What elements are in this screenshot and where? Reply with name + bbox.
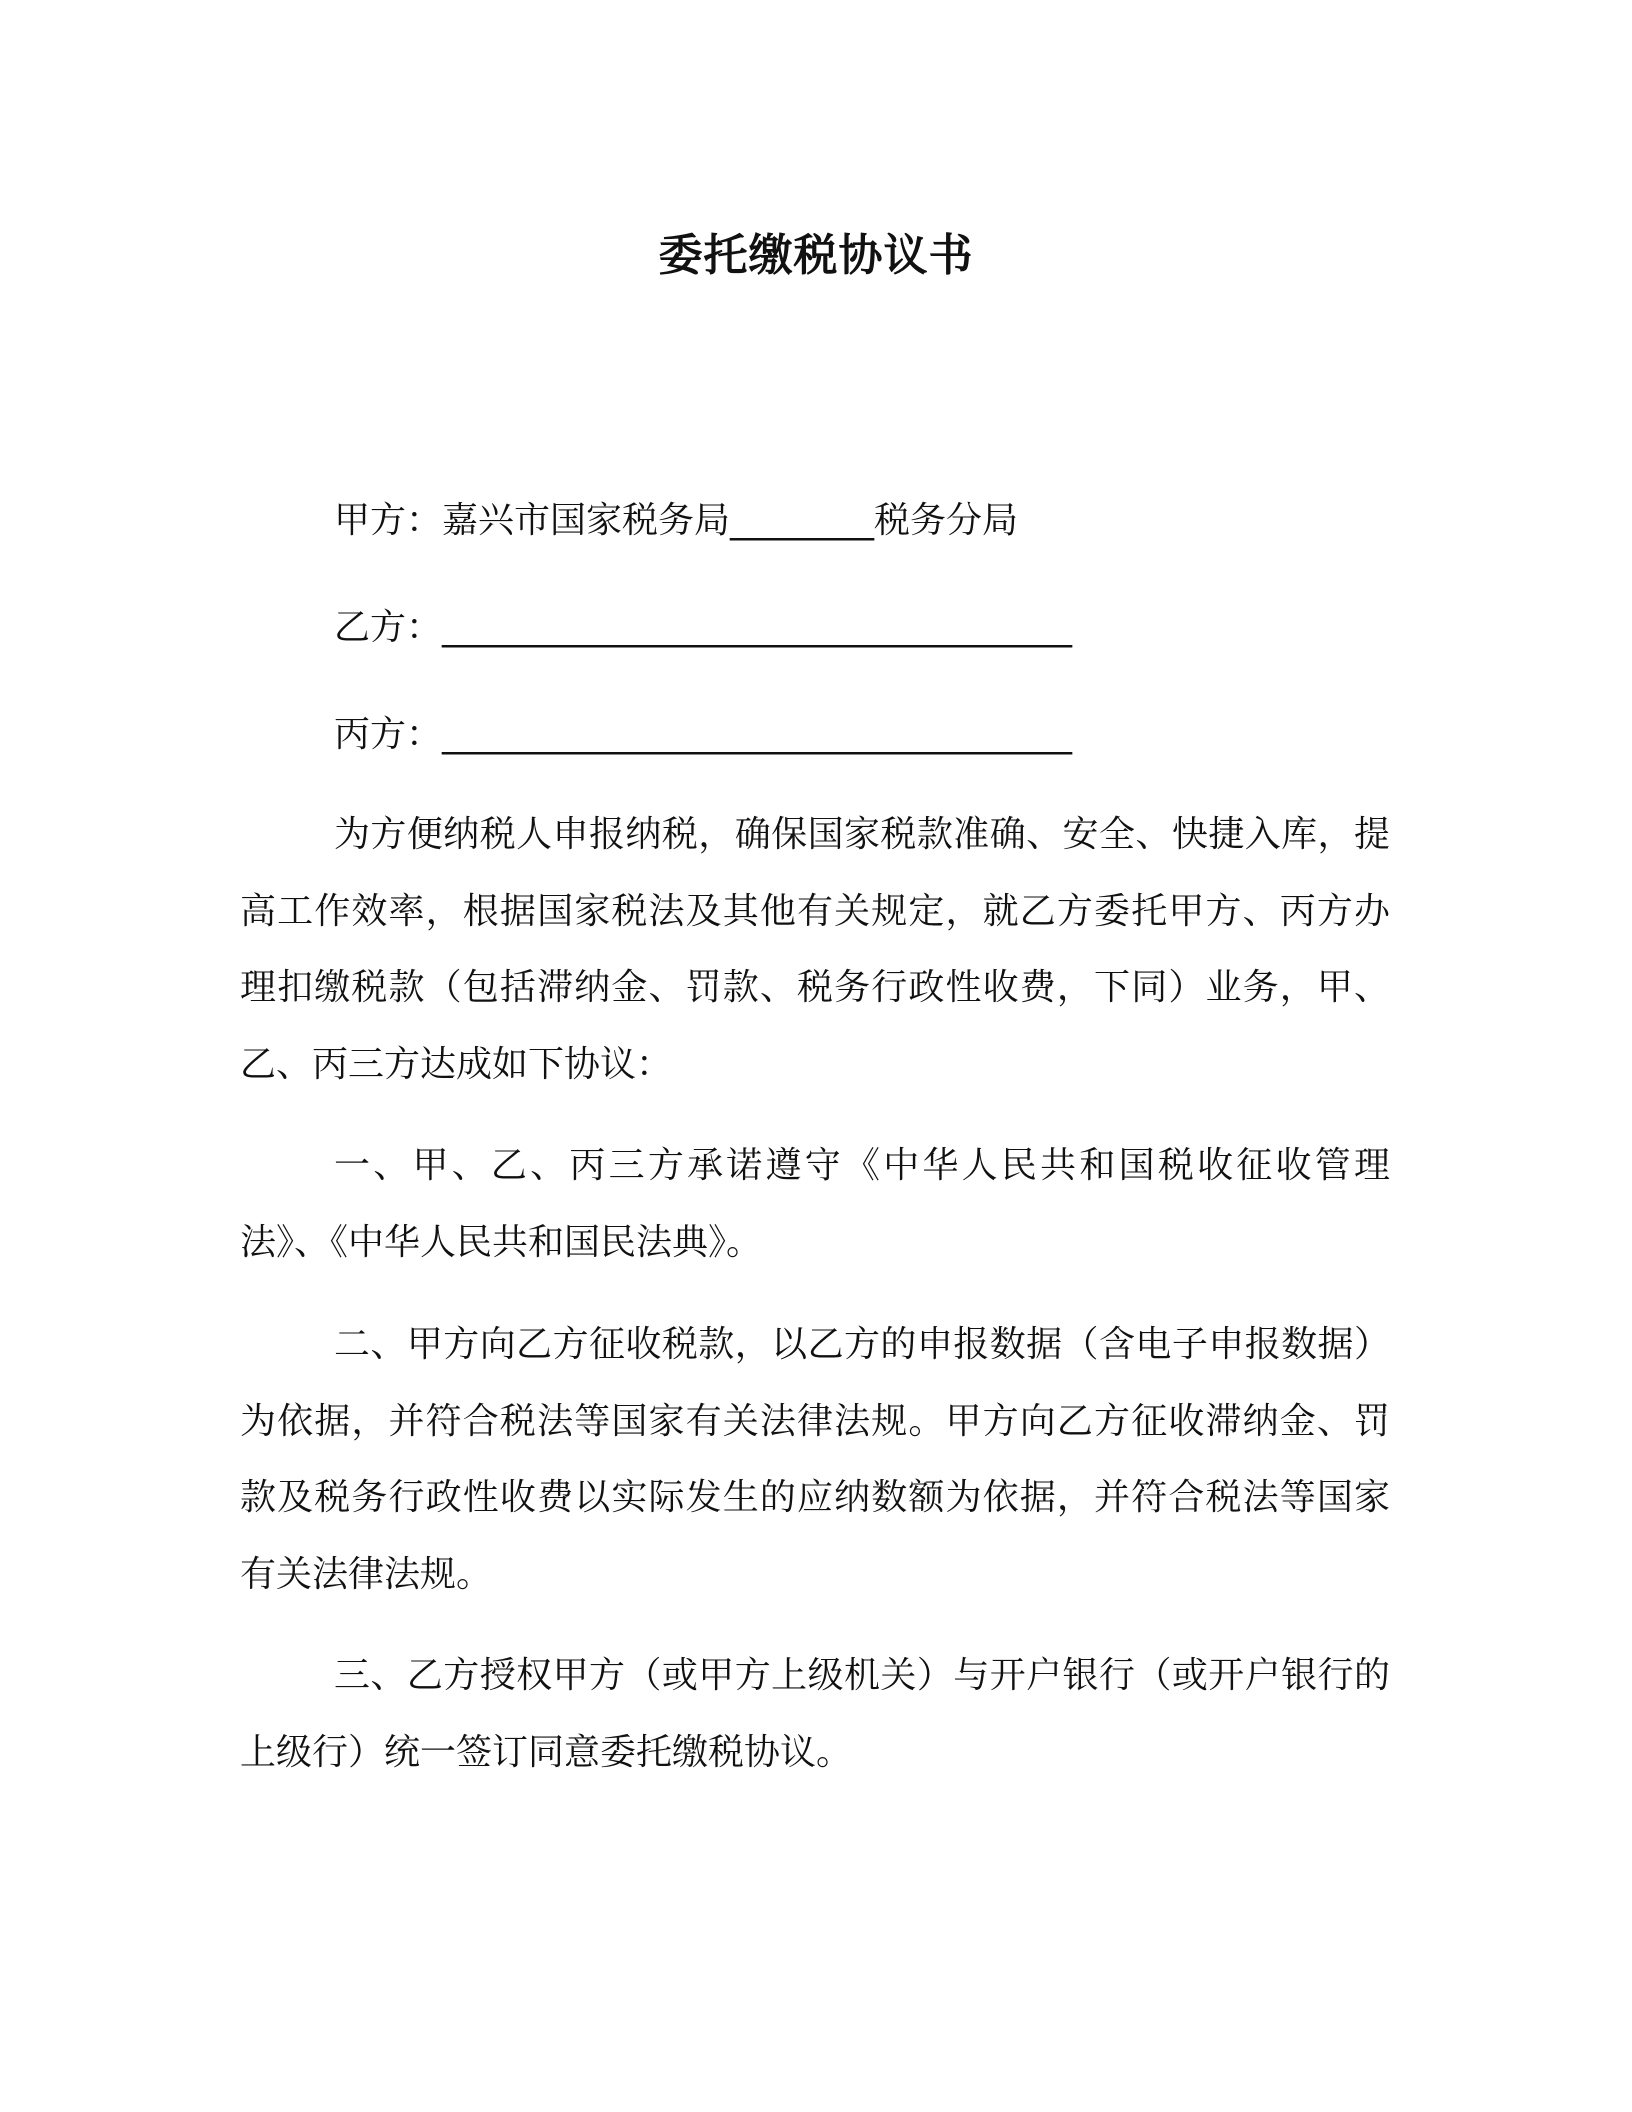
party-b-line: 乙方：___________________________________ — [334, 607, 1073, 648]
intro-paragraph: 为方便纳税人申报纳税，确保国家税款准确、安全、快捷入库，提高工作效率，根据国家税法及其他有关规定，就乙方委托甲方、丙方办理扣缴税款（包括滞纳金、罚款、税务行政性收费，下同）业务，甲、乙、丙三方达成如下协议： — [240, 814, 1390, 1085]
party-c-line: 丙方：___________________________________ — [334, 714, 1073, 755]
document-title: 委托缴税协议书 — [658, 230, 974, 281]
clause-3-paragraph: 三、乙方授权甲方（或甲方上级机关）与开户银行（或开户银行的上级行）统一签订同意委托缴税协议。 — [240, 1655, 1390, 1773]
clause-2-paragraph: 二、甲方向乙方征收税款，以乙方的申报数据（含电子申报数据）为依据，并符合税法等国家有关法律法规。甲方向乙方征收滞纳金、罚款及税务行政性收费以实际发生的应纳数额为依据，并符合税法等国家有关法律法规。 — [240, 1324, 1390, 1595]
clause-1-paragraph: 一、甲、乙、丙三方承诺遵守《中华人民共和国税收征收管理法》、《中华人民共和国民法典》。 — [240, 1145, 1390, 1263]
party-a-line: 甲方：嘉兴市国家税务局________税务分局 — [334, 500, 1019, 541]
